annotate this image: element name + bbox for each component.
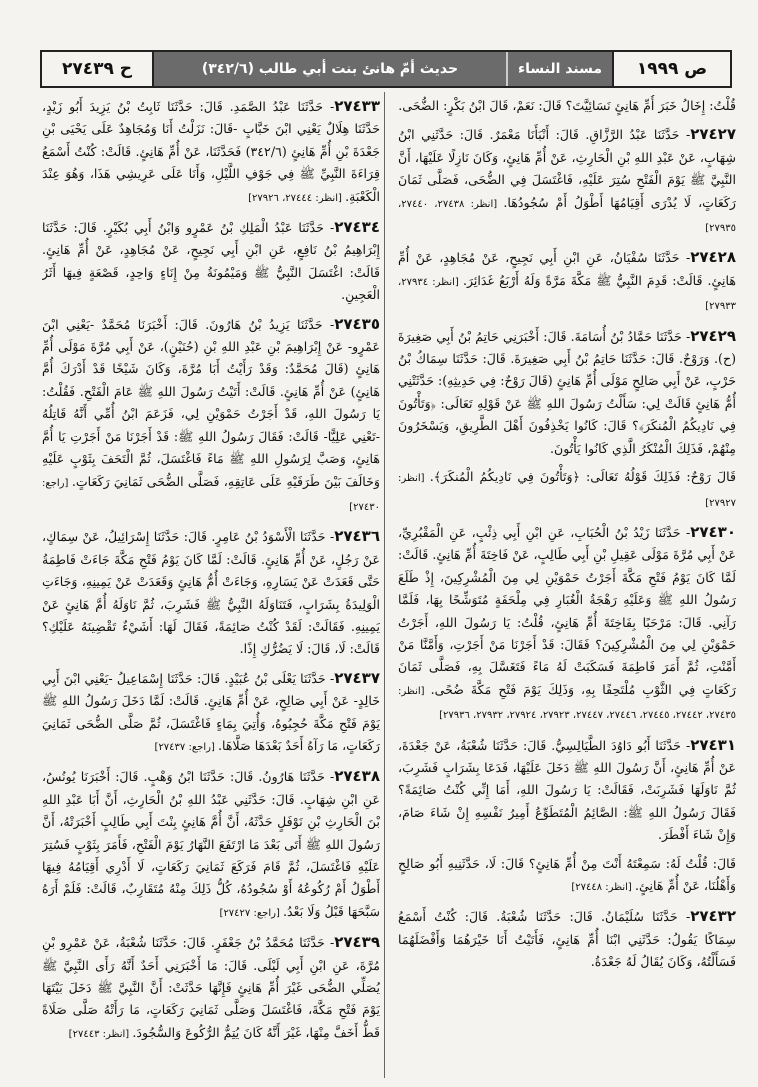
hadith-paragraph <box>42 667 380 760</box>
hadith-paragraph <box>398 521 736 728</box>
hadith-text: - حَدَّثَنَا عَبْدُ الرَّزَّاقِ. قَالَ: أَنْبَأَنَا مَعْمَرٌ. قَالَ: حَدَّثَنِي ابْنُ شِهَابٍ، عَنْ عَبْدِ اللهِ بْنِ الْحَارِثِ، عَنْ أُمِّ هَانِئٍ، وَكَانَ نَازِلًا عَلَيْهَا، أَنَّ النَّبِيَّ ﷺ يَوْمَ الْفَتْحِ سُتِرَ عَلَيْهِ، فَاغْتَسَلَ فِي الضُّحَى، فَصَلَّى ثَمَانَ رَكَعَاتٍ، لَا يُدْرَى أَقِيَامُهَا أَطْوَلُ أَمْ سُجُودُهَا. <box>398 127 736 210</box>
hadith-number: ٢٧٤٣٤ <box>334 218 380 237</box>
hadith-number: ٢٧٤٣٥ <box>334 314 380 333</box>
hadith-paragraph <box>42 216 380 307</box>
hadith-text: - حَدَّثَنَا زَيْدُ بْنُ الْحُبَابِ، عَنِ ابْنِ أَبِي ذِئْبٍ، عَنِ الْمَقْبُرِيِّ، عَنْ أَبِي مُرَّةَ مَوْلَى عَقِيلِ بْنِ أَبِي طَالِبٍ، عَنْ فَاخِتَةَ أُمِّ هَانِئٍ. قَالَتْ: لَمَّا كَانَ يَوْمُ فَتْحِ مَكَّةَ أَجَرْتُ حَمْوَيْنِ لِي مِنَ الْمُشْرِكِينَ، إِذْ طَلَعَ رَسُولُ اللهِ ﷺ وَعَلَيْهِ رَهْجَةُ الْغُبَارِ فِي مِلْحَفَةٍ مُتَوَشِّحًا بِهَا، فَلَمَّا رَآنِي. قَالَ: مَرْحَبًا بِفَاخِتَةَ أُمِّ هَانِئٍ، قُلْتُ: يَا رَسُولَ اللهِ، أَجَرْتُ حَمْوَيْنِ لِي مِنَ الْمُشْرِكِينَ؟ فَقَالَ: قَدْ أَجَرْنَا مَنْ أَجَرْتِ، وَأَمَّنَّا مَنْ أَمَّنْتِ، ثُمَّ أَمَرَ فَاطِمَةَ فَسَكَبَتْ لَهُ مَاءً فَتَغَسَّلَ بِهِ، فَصَلَّى ثَمَانَ رَكَعَاتٍ فِي الثَّوْبِ مُلْتَحِفًا بِهِ، وَذَلِكَ يَوْمَ فَتْحِ مَكَّةَ ضُحًى. <box>398 524 736 697</box>
hadith-number: ٢٧٤٢٨ <box>690 248 736 267</box>
hadith-paragraph <box>42 765 380 925</box>
cross-reference: [انظر: ٢٧٩٢٧] <box>398 473 736 509</box>
cross-reference: [انظر: ٢٧٤٣٨، ٢٧٤٤٠، ٢٧٩٣٥] <box>398 198 736 235</box>
hadith-paragraph <box>398 246 736 318</box>
hadith-text: - حَدَّثَنَا عَبْدُ الصَّمَدِ. قَالَ: حَدَّثَنَا ثَابِتُ بْنُ يَزِيدَ أَبُو زَيْدٍ، حَدَّثَنَا هِلَالٌ يَعْنِي ابْنَ خَبَّابٍ -قَالَ: نَزَلْتُ أَنَا وَمُجَاهِدٌ عَلَى يَحْيَى بْنِ جَعْدَةَ بْنِ أُمِّ هَانِئٍ (٣٤٢/٦) فَحَدَّثَنَا، عَنْ أُمِّ هَانِئٍ. قَالَتْ: كُنْتُ أَسْمَعُ قِرَاءَةَ النَّبِيِّ ﷺ فِي جَوْفِ اللَّيْلِ، وَأَنَا عَلَى عَرِيشِي هَذَا، وَهُوَ عِنْدَ الْكَعْبَةِ. <box>42 99 380 204</box>
hadith-paragraph <box>398 734 736 847</box>
left-column <box>42 95 380 1075</box>
hadith-text: - حَدَّثَنَا هَارُونُ. قَالَ: حَدَّثَنَا ابْنُ وَهْبٍ. قَالَ: أَخْبَرَنَا يُونُسُ، عَنِ ابْنِ شِهَابٍ. قَالَ: حَدَّثَنِي عَبْدُ اللهِ بْنُ الْحَارِثِ، أَنَّ أَبَا عَبْدِ اللهِ بْنَ الْحَارِثِ بْنِ نَوْفَلٍ حَدَّثَهُ، أَنَّ أُمَّ هَانِئٍ بِنْتَ أَبِي طَالِبٍ أَخْبَرَتْهُ، أَنَّ رَسُولَ اللهِ ﷺ أَتَى بَعْدَ مَا ارْتَفَعَ النَّهَارُ يَوْمَ الْفَتْحِ، فَأَمَرَ بِثَوْبٍ فَسُتِرَ عَلَيْهِ فَاغْتَسَلَ، ثُمَّ قَامَ فَرَكَعَ ثَمَانِيَ رَكَعَاتٍ، لَا أَدْرِي أَقِيَامُهُ فِيهَا أَطْوَلُ أَمْ رُكُوعُهُ أَوْ سُجُودُهُ، كُلُّ ذَلِكَ مِنْهُ مُتَقَارِبٌ، قَالَتْ: فَلَمْ أَرَهُ سَبَّحَهَا قَبْلُ وَلَا بَعْدُ. <box>42 769 380 919</box>
hadith-text: قَالَ رَوْحٌ: فَذَلِكَ قَوْلُهُ تَعَالَى: ﴿وَتَأْتُونَ فِي نَادِيكُمُ الْمُنكَرَ﴾. <box>429 469 736 485</box>
hadith-paragraph <box>398 325 736 460</box>
cross-reference: [انظر: ٢٧٤٤٤، ٢٧٩٢٦] <box>248 192 346 204</box>
hadith-number: ٢٧٤٣١ <box>690 735 736 754</box>
hadith-paragraph <box>398 123 736 240</box>
hadith-paragraph <box>398 853 736 900</box>
hadith-number: ٢٧٤٢٩ <box>690 326 736 345</box>
musnad-title: مسند النساء <box>506 52 612 86</box>
hadith-text: - حَدَّثَنَا الْأَسْوَدُ بْنُ عَامِرٍ. قَالَ: حَدَّثَنَا إِسْرَائِيلُ، عَنْ سِمَاكٍ، عَنْ رَجُلٍ، عَنْ أُمِّ هَانِئٍ. قَالَتْ: لَمَّا كَانَ يَوْمُ فَتْحِ مَكَّةَ جَاءَتْ فَاطِمَةُ حَتَّى قَعَدَتْ عَنْ يَسَارِهِ، وَجَاءَتْ أُمُّ هَانِئٍ وَقَعَدَتْ عَنْ يَمِينِهِ، وَجَاءَتِ الْوَلِيدَةُ بِشَرَابٍ، فَتَنَاوَلَهُ النَّبِيُّ ﷺ فَشَرِبَ، ثُمَّ نَاوَلَهُ أُمَّ هَانِئٍ عَنْ يَمِينِهِ. فَقَالَتْ: لَقَدْ كُنْتُ صَائِمَةً، فَقَالَ لَهَا: أَشَيْءٌ تَقْضِينَهُ عَلَيْكِ؟ قَالَتْ: لَا، قَالَ: لَا يَضُرُّكِ إِذًا. <box>42 529 380 657</box>
cross-reference: [انظر: ٢٧٤٣٥، ٢٧٤٤٢، ٢٧٤٤٥، ٢٧٤٤٦، ٢٧٤٤٧، ٢٧٩٢٣، ٢٧٩٢٤، ٢٧٩٣٢، ٢٧٩٣٦] <box>398 685 736 722</box>
hadith-range-number: ح ٢٧٤٣٩ <box>42 52 154 86</box>
cross-reference: [راجع: ٢٧٤٣٠] <box>42 477 380 513</box>
hadith-text: - حَدَّثَنَا سُلَيْمَانُ. قَالَ: حَدَّثَنَا شُعْبَةُ. قَالَ: كُنْتُ أَسْمَعُ سِمَاكًا يَقُولُ: حَدَّثَنِي ابْنَا أُمِّ هَانِئٍ، فَأَتَيْتُ أَنَا خَيْرَهُمَا وَأَفْضَلَهُمَا فَسَأَلْتُهُ، وَكَانَ يُقَالُ لَهُ جَعْدَةُ. <box>398 909 736 970</box>
hadith-text: - حَدَّثَنَا أَبُو دَاوُدَ الطَّيَالِسِيُّ. قَالَ: حَدَّثَنَا شُعْبَةُ، عَنْ جَعْدَةَ، عَنْ أُمِّ هَانِئٍ، أَنَّ رَسُولَ اللهِ ﷺ دَخَلَ عَلَيْهَا، فَدَعَا بِشَرَابٍ فَشَرِبَ، ثُمَّ نَاوَلَهَا فَشَرِبَتْ، فَقَالَتْ: يَا رَسُولَ اللهِ، أَمَا إِنِّي كُنْتُ صَائِمَةً؟ فَقَالَ رَسُولُ اللهِ ﷺ: الصَّائِمُ الْمُتَطَوِّعُ أَمِيرُ نَفْسِهِ إِنْ شَاءَ صَامَ، وَإِنْ شَاءَ أَفْطَرَ. <box>398 737 736 843</box>
hadith-number: ٢٧٤٣٨ <box>334 767 380 786</box>
column-divider <box>384 92 385 1078</box>
hadith-number: ٢٧٤٢٧ <box>690 125 736 144</box>
hadith-paragraph <box>42 95 380 210</box>
hadith-number: ٢٧٤٣٣ <box>334 97 380 115</box>
hadith-number: ٢٧٤٣٠ <box>690 522 736 541</box>
cross-reference: [راجع: ٢٧٤٣٧] <box>154 741 219 753</box>
cross-reference: [انظر: ٢٧٤٤٣] <box>68 1028 133 1040</box>
hadith-text: - حَدَّثَنَا حَمَّادُ بْنُ أُسَامَةَ. قَالَ: أَخْبَرَنِي حَاتِمُ بْنُ أَبِي صَغِيرَةَ (ح). وَرَوْحٌ. قَالَ: حَدَّثَنَا حَاتِمُ بْنُ أَبِي صَغِيرَةَ. قَالَ: حَدَّثَنَا سِمَاكُ بْنُ حَرْبٍ، عَنْ أَبِي صَالِحٍ مَوْلَى أُمِّ هَانِئٍ (قَالَ رَوْحٌ: فِي حَدِيثِهِ): حَدَّثَتْنِي أُمُّ هَانِئٍ قَالَتْ لِي: سَأَلْتُ رَسُولَ اللهِ ﷺ عَنْ قَوْلِهِ تَعَالَى: ﴿وَتَأْتُونَ فِي نَادِيكُمُ الْمُنكَرَ﴾؟ قَالَ: كَانُوا يَخْذِفُونَ أَهْلَ الطَّرِيقِ، وَيَسْخَرُونَ مِنْهُمْ، فَذَلِكَ الْمُنْكَرُ الَّذِي كَانُوا يَأْتُونَ. <box>398 328 736 456</box>
hadith-text: - حَدَّثَنَا مُحَمَّدُ بْنُ جَعْفَرٍ. قَالَ: حَدَّثَنَا شُعْبَةُ، عَنْ عَمْرِو بْنِ مُرَّةَ، عَنِ ابْنِ أَبِي لَيْلَى. قَالَ: مَا أَخْبَرَنِي أَحَدٌ أَنَّهُ رَأَى النَّبِيَّ ﷺ يُصَلِّي الضُّحَى غَيْرَ أُمِّ هَانِئٍ فَإِنَّهَا حَدَّثَتْ: أَنَّ النَّبِيَّ ﷺ دَخَلَ بَيْتَهَا يَوْمَ فَتْحِ مَكَّةَ، فَاغْتَسَلَ وَصَلَّى ثَمَانِيَ رَكَعَاتٍ، مَا رَأَتْهُ صَلَّى صَلَاةً قَطُّ أَخَفَّ مِنْهَا، غَيْرَ أَنَّهُ كَانَ يُتِمُّ الرُّكُوعَ وَالسُّجُودَ. <box>42 935 380 1040</box>
running-header <box>40 50 732 88</box>
hadith-paragraph <box>42 525 380 660</box>
hadith-number: ٢٧٤٣٢ <box>690 907 736 926</box>
page-number: ص ١٩٩٩ <box>612 52 730 86</box>
chapter-title: حديث أمّ هانئ بنت أبي طالب (٣٤٢/٦) <box>201 61 459 77</box>
hadith-text: قَالَ: قُلْتُ لَهُ: سَمِعْتَهُ أَنْتَ مِنْ أُمِّ هَانِئٍ؟ قَالَ: لَا، حَدَّثَنِيهِ أَبُو صَالِحٍ وَأَهْلُنَا، عَنْ أُمِّ هَانِئٍ. <box>398 855 736 893</box>
hadith-text: - حَدَّثَنَا عَبْدُ الْمَلِكِ بْنُ عَمْرٍو وَابْنُ أَبِي بُكَيْرٍ. قَالَ: حَدَّثَنَا إِبْرَاهِيمُ بْنُ نَافِعٍ، عَنِ ابْنِ أَبِي نَجِيحٍ، عَنْ مُجَاهِدٍ، عَنْ أُمِّ هَانِئٍ. قَالَتْ: اغْتَسَلَ النَّبِيُّ ﷺ وَمَيْمُونَةُ مِنْ إِنَاءٍ وَاحِدٍ، قَصْعَةٍ فِيهَا أَثَرُ الْعَجِينِ. <box>42 220 380 303</box>
cross-reference: [انظر: ٢٧٩٣٤، ٢٧٩٣٣] <box>398 276 736 313</box>
hadith-number: ٢٧٤٣٧ <box>334 668 380 687</box>
cross-reference: [انظر: ٢٧٤٤٨] <box>571 882 636 893</box>
hadith-paragraph <box>398 95 736 117</box>
hadith-text: - حَدَّثَنَا يَزِيدُ بْنُ هَارُونَ. قَالَ: أَخْبَرَنَا مُحَمَّدٌ -يَعْنِي ابْنَ عَمْرٍو- عَنْ إِبْرَاهِيمَ بْنِ عَبْدِ اللهِ بْنِ (حُنَيْنٍ)، عَنْ أَبِي مُرَّةَ مَوْلَى أُمِّ هَانِئٍ (قَالَ مُحَمَّدٌ: وَقَدْ رَأَيْتُ أَبَا مُرَّةَ، وَكَانَ شَيْخًا قَدْ أَدْرَكَ أُمَّ هَانِئٍ) عَنْ أُمِّ هَانِئٍ. قَالَتْ: أَتَيْتُ رَسُولَ اللهِ ﷺ عَامَ الْفَتْحِ. فَقُلْتُ: يَا رَسُولَ اللهِ، قَدْ أَجَرْتُ حَمْوَيْنِ لِي، فَزَعَمَ ابْنُ أُمِّي أَنَّهُ قَاتِلُهُ -تَعْنِي عَلِيًّا- قَالَتْ: فَقَالَ رَسُولُ اللهِ ﷺ: قَدْ أَجَرْنَا مَنْ أَجَرْتِ يَا أُمَّ هَانِئٍ، وَصَبَّ لِرَسُولِ اللهِ ﷺ مَاءً فَاغْتَسَلَ، ثُمَّ الْتَحَفَ بِثَوْبٍ عَلَيْهِ وَخَالَفَ بَيْنَ طَرَفَيْهِ عَلَى عَاتِقِهِ، فَصَلَّى الضُّحَى ثَمَانِيَ رَكَعَاتٍ. <box>42 316 380 489</box>
hadith-paragraph <box>42 313 380 520</box>
hadith-text: - حَدَّثَنَا سُفْيَانُ، عَنِ ابْنِ أَبِي نَجِيحٍ، عَنْ مُجَاهِدٍ، عَنْ أُمِّ هَانِئٍ. قَالَتْ: قَدِمَ النَّبِيُّ ﷺ مَكَّةَ مَرَّةً وَلَهُ أَرْبَعُ غَدَائِرَ. <box>398 250 736 288</box>
hadith-paragraph <box>398 466 736 515</box>
hadith-paragraph <box>398 905 736 973</box>
hadith-text: قُلْتُ: إِخَالُ خَبَرَ أُمِّ هَانِئٍ نَسَائِيَّتَ؟ قَالَ: نَعَمْ، قَالَ ابْنُ بَكْرٍ: الضُّحَى. <box>398 98 736 113</box>
right-column <box>398 95 736 1075</box>
hadith-number: ٢٧٤٣٦ <box>334 527 380 546</box>
hadith-paragraph <box>42 931 380 1046</box>
hadith-text: - حَدَّثَنَا يَعْلَى بْنُ عُبَيْدٍ. قَالَ: حَدَّثَنَا إِسْمَاعِيلُ -يَعْنِي ابْنَ أَبِي خَالِدٍ- عَنْ أَبِي صَالِحٍ، عَنْ أُمِّ هَانِئٍ. قَالَتْ: لَمَّا دَخَلَ رَسُولُ اللهِ ﷺ يَوْمَ فَتْحِ مَكَّةَ حُجِبُوهُ، وَأُتِيَ بِمَاءٍ فَاغْتَسَلَ، ثُمَّ صَلَّى الضُّحَى ثَمَانِيَ رَكَعَاتٍ، مَا رَآهُ أَحَدٌ بَعْدَهَا صَلَّاهَا. <box>42 670 380 753</box>
cross-reference: [راجع: ٢٧٤٢٧] <box>219 907 284 919</box>
hadith-number: ٢٧٤٣٩ <box>334 933 380 952</box>
